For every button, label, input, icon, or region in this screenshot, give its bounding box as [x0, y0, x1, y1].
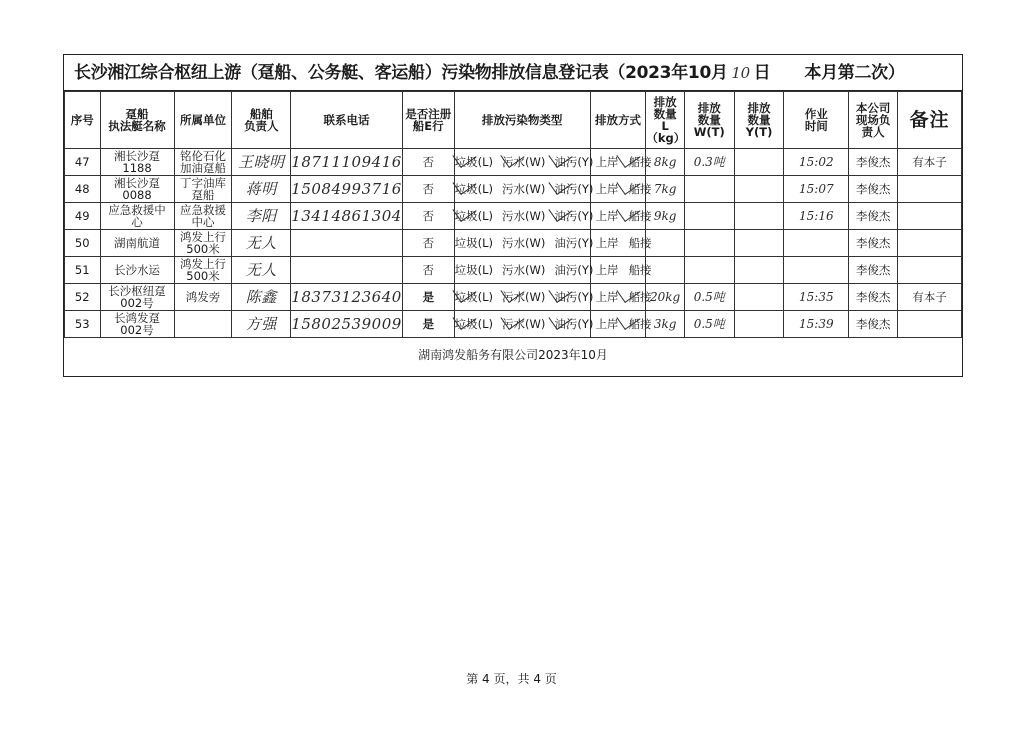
- handwritten-person: 无人: [245, 233, 277, 252]
- cell-phone: [291, 176, 403, 203]
- cell-person: [232, 257, 291, 284]
- page-number: 第 4 页，共 4 页: [466, 672, 557, 686]
- cell-registered: 是: [402, 311, 454, 338]
- cell-registered: 是: [402, 284, 454, 311]
- header-cell: 序号: [65, 92, 101, 149]
- handwritten-phone: 18711109416: [291, 152, 402, 171]
- method-option: 上岸: [595, 290, 619, 304]
- method-option: 上岸: [595, 182, 619, 196]
- cell-qty-w: [684, 284, 734, 311]
- method-option: 上岸: [595, 317, 619, 331]
- handwritten-qty-l: 3kg: [653, 317, 677, 331]
- cell-pollutant-types: [454, 284, 594, 311]
- pollutant-option: 污水(W): [501, 290, 546, 304]
- title-sub: 本月第二次）: [804, 63, 905, 83]
- method-option: 船接: [628, 263, 652, 277]
- cell-unit: 鸿发旁: [174, 284, 232, 311]
- table-body: [65, 149, 962, 338]
- cell-time: [784, 149, 849, 176]
- cell-vessel-name: 湘长沙趸 1188: [100, 149, 174, 176]
- header-cell: 排放方式: [590, 92, 646, 149]
- cell-pollutant-types: [454, 311, 594, 338]
- cell-method: [590, 284, 652, 311]
- title-main: 长沙湘江综合枢纽上游（趸船、公务艇、客运船）污染物排放信息登记表（2023年10月: [74, 63, 728, 83]
- handwritten-time: 15:35: [799, 290, 834, 304]
- cell-remark: 有本子: [897, 284, 961, 311]
- cell-onsite: 李俊杰: [849, 257, 898, 284]
- pollutant-option: 垃圾(L): [454, 290, 493, 304]
- method-option: 船接: [628, 290, 652, 304]
- cell-qty-y: [734, 284, 784, 311]
- company-footer: 湖南鸿发船务有限公司2023年10月: [418, 348, 608, 362]
- cell-remark: [897, 176, 961, 203]
- cell-remark: [897, 257, 961, 284]
- handwritten-person: 方强: [245, 314, 277, 333]
- table-row: [65, 230, 962, 257]
- cell-remark: [897, 203, 961, 230]
- header-cell: 所属单位: [174, 92, 232, 149]
- title-day-handwritten: 10: [731, 64, 750, 82]
- method-option: 船接: [628, 317, 652, 331]
- cell-registered: 否: [402, 149, 454, 176]
- pollution-log-table: [64, 91, 962, 338]
- cell-unit: 丁字油库 趸船: [174, 176, 232, 203]
- cell-remark: 有本子: [897, 149, 961, 176]
- method-option: 船接: [628, 182, 652, 196]
- cell-method: [590, 257, 652, 284]
- method-option: 上岸: [595, 209, 619, 223]
- cell-onsite: 李俊杰: [849, 149, 898, 176]
- header-cell: 备注: [897, 92, 961, 149]
- cell-phone: [291, 257, 403, 284]
- cell-qty-y: [734, 230, 784, 257]
- cell-phone: [291, 284, 403, 311]
- cell-vessel-name: 长鸿发趸 002号: [100, 311, 174, 338]
- handwritten-time: 15:16: [799, 209, 834, 223]
- method-option: 上岸: [595, 155, 619, 169]
- handwritten-qty-l: 9kg: [653, 209, 677, 223]
- pollutant-option: 污水(W): [501, 236, 546, 250]
- method-option: 船接: [628, 155, 652, 169]
- cell-remark: [897, 230, 961, 257]
- title-ri: 日: [753, 63, 771, 83]
- handwritten-person: 王晓明: [238, 152, 285, 171]
- cell-qty-w: [684, 311, 734, 338]
- cell-onsite: 李俊杰: [849, 284, 898, 311]
- cell-no: 50: [65, 230, 101, 257]
- cell-qty-w: [684, 257, 734, 284]
- handwritten-qty-l: 7kg: [653, 182, 677, 196]
- handwritten-time: 15:39: [799, 317, 834, 331]
- cell-no: 47: [65, 149, 101, 176]
- cell-no: 53: [65, 311, 101, 338]
- cell-unit: 应急救援 中心: [174, 203, 232, 230]
- cell-vessel-name: 应急救援中 心: [100, 203, 174, 230]
- pollutant-option: 污水(W): [501, 182, 546, 196]
- cell-time: [784, 257, 849, 284]
- cell-no: 49: [65, 203, 101, 230]
- cell-time: [784, 230, 849, 257]
- header-cell: 排放 数量 W(T): [684, 92, 734, 149]
- pollutant-option: 油污(Y): [554, 290, 594, 304]
- handwritten-qty-w: 0.3吨: [693, 155, 725, 169]
- cell-remark: [897, 311, 961, 338]
- method-option: 上岸: [595, 263, 619, 277]
- header-cell: 是否注册 船E行: [402, 92, 454, 149]
- pollutant-option: 油污(Y): [554, 209, 594, 223]
- pollutant-option: 污水(W): [501, 155, 546, 169]
- method-option: 船接: [628, 209, 652, 223]
- cell-no: 48: [65, 176, 101, 203]
- cell-qty-y: [734, 176, 784, 203]
- pollutant-option: 垃圾(L): [454, 317, 493, 331]
- handwritten-time: 15:02: [799, 155, 834, 169]
- form-title: [64, 55, 962, 91]
- header-cell: 趸船 执法艇名称: [100, 92, 174, 149]
- cell-registered: 否: [402, 230, 454, 257]
- cell-unit: 铭伦石化 加油趸船: [174, 149, 232, 176]
- header-cell: 船舶 负责人: [232, 92, 291, 149]
- cell-unit: [174, 311, 232, 338]
- cell-qty-y: [734, 203, 784, 230]
- handwritten-qty-l: 20kg: [650, 290, 681, 304]
- cell-qty-w: [684, 203, 734, 230]
- handwritten-qty-l: 8kg: [653, 155, 677, 169]
- header-cell: 联系电话: [291, 92, 403, 149]
- table-row: [65, 284, 962, 311]
- cell-qty-w: [684, 230, 734, 257]
- cell-phone: [291, 311, 403, 338]
- cell-no: 51: [65, 257, 101, 284]
- handwritten-phone: 13414861304: [291, 206, 402, 225]
- cell-registered: 否: [402, 203, 454, 230]
- cell-phone: [291, 149, 403, 176]
- pollutant-option: 垃圾(L): [454, 155, 493, 169]
- handwritten-phone: 18373123640: [291, 287, 402, 306]
- cell-onsite: 李俊杰: [849, 230, 898, 257]
- cell-method: [590, 230, 652, 257]
- cell-onsite: 李俊杰: [849, 176, 898, 203]
- cell-no: 52: [65, 284, 101, 311]
- handwritten-phone: 15084993716: [291, 179, 402, 198]
- cell-time: [784, 176, 849, 203]
- cell-person: [232, 230, 291, 257]
- header-cell: 作业 时间: [784, 92, 849, 149]
- cell-onsite: 李俊杰: [849, 203, 898, 230]
- cell-time: [784, 311, 849, 338]
- pollutant-option: 垃圾(L): [454, 209, 493, 223]
- table-row: [65, 311, 962, 338]
- pollutant-option: 油污(Y): [554, 155, 594, 169]
- cell-registered: 否: [402, 176, 454, 203]
- pollutant-option: 垃圾(L): [454, 182, 493, 196]
- cell-method: [590, 149, 652, 176]
- cell-vessel-name: 湖南航道: [100, 230, 174, 257]
- handwritten-person: 无人: [245, 260, 277, 279]
- cell-qty-w: [684, 149, 734, 176]
- pollutant-option: 污水(W): [501, 317, 546, 331]
- method-option: 上岸: [595, 236, 619, 250]
- pollutant-option: 油污(Y): [554, 317, 594, 331]
- cell-qty-y: [734, 311, 784, 338]
- method-option: 船接: [628, 236, 652, 250]
- cell-person: [232, 149, 291, 176]
- handwritten-qty-w: 0.5吨: [693, 290, 725, 304]
- cell-vessel-name: 长沙水运: [100, 257, 174, 284]
- cell-time: [784, 284, 849, 311]
- cell-registered: 否: [402, 257, 454, 284]
- cell-person: [232, 311, 291, 338]
- cell-method: [590, 203, 652, 230]
- cell-pollutant-types: [454, 203, 594, 230]
- cell-vessel-name: 湘长沙趸 0088: [100, 176, 174, 203]
- cell-pollutant-types: [454, 257, 594, 284]
- pollutant-option: 油污(Y): [554, 182, 594, 196]
- cell-qty-w: [684, 176, 734, 203]
- table-row: [65, 176, 962, 203]
- header-cell: 排放 数量 L（kg）: [646, 92, 685, 149]
- registration-form: [63, 54, 963, 377]
- handwritten-person: 陈鑫: [245, 287, 277, 306]
- cell-qty-y: [734, 149, 784, 176]
- cell-person: [232, 176, 291, 203]
- cell-method: [590, 176, 652, 203]
- cell-qty-y: [734, 257, 784, 284]
- pollutant-option: 污水(W): [501, 209, 546, 223]
- header-cell: 排放污染物类型: [454, 92, 590, 149]
- cell-time: [784, 203, 849, 230]
- handwritten-phone: 15802539009: [291, 314, 402, 333]
- table-header-row: [65, 92, 962, 149]
- cell-person: [232, 203, 291, 230]
- pollutant-option: 油污(Y): [554, 263, 594, 277]
- pollutant-option: 污水(W): [501, 263, 546, 277]
- handwritten-qty-w: 0.5吨: [693, 317, 725, 331]
- cell-unit: 鸿发上行 500米: [174, 257, 232, 284]
- cell-vessel-name: 长沙枢纽趸 002号: [100, 284, 174, 311]
- header-cell: 本公司 现场负 责人: [849, 92, 898, 149]
- cell-pollutant-types: [454, 176, 594, 203]
- table-row: [65, 257, 962, 284]
- cell-pollutant-types: [454, 230, 594, 257]
- pollutant-option: 垃圾(L): [454, 236, 493, 250]
- cell-phone: [291, 203, 403, 230]
- table-row: [65, 149, 962, 176]
- header-cell: 排放 数量 Y(T): [734, 92, 784, 149]
- handwritten-person: 李阳: [245, 206, 277, 225]
- cell-onsite: 李俊杰: [849, 311, 898, 338]
- handwritten-time: 15:07: [799, 182, 834, 196]
- handwritten-person: 蒋明: [245, 179, 277, 198]
- pollutant-option: 油污(Y): [554, 236, 594, 250]
- table-row: [65, 203, 962, 230]
- cell-pollutant-types: [454, 149, 594, 176]
- cell-person: [232, 284, 291, 311]
- pollutant-option: 垃圾(L): [454, 263, 493, 277]
- cell-method: [590, 311, 652, 338]
- cell-phone: [291, 230, 403, 257]
- cell-unit: 鸿发上行 500米: [174, 230, 232, 257]
